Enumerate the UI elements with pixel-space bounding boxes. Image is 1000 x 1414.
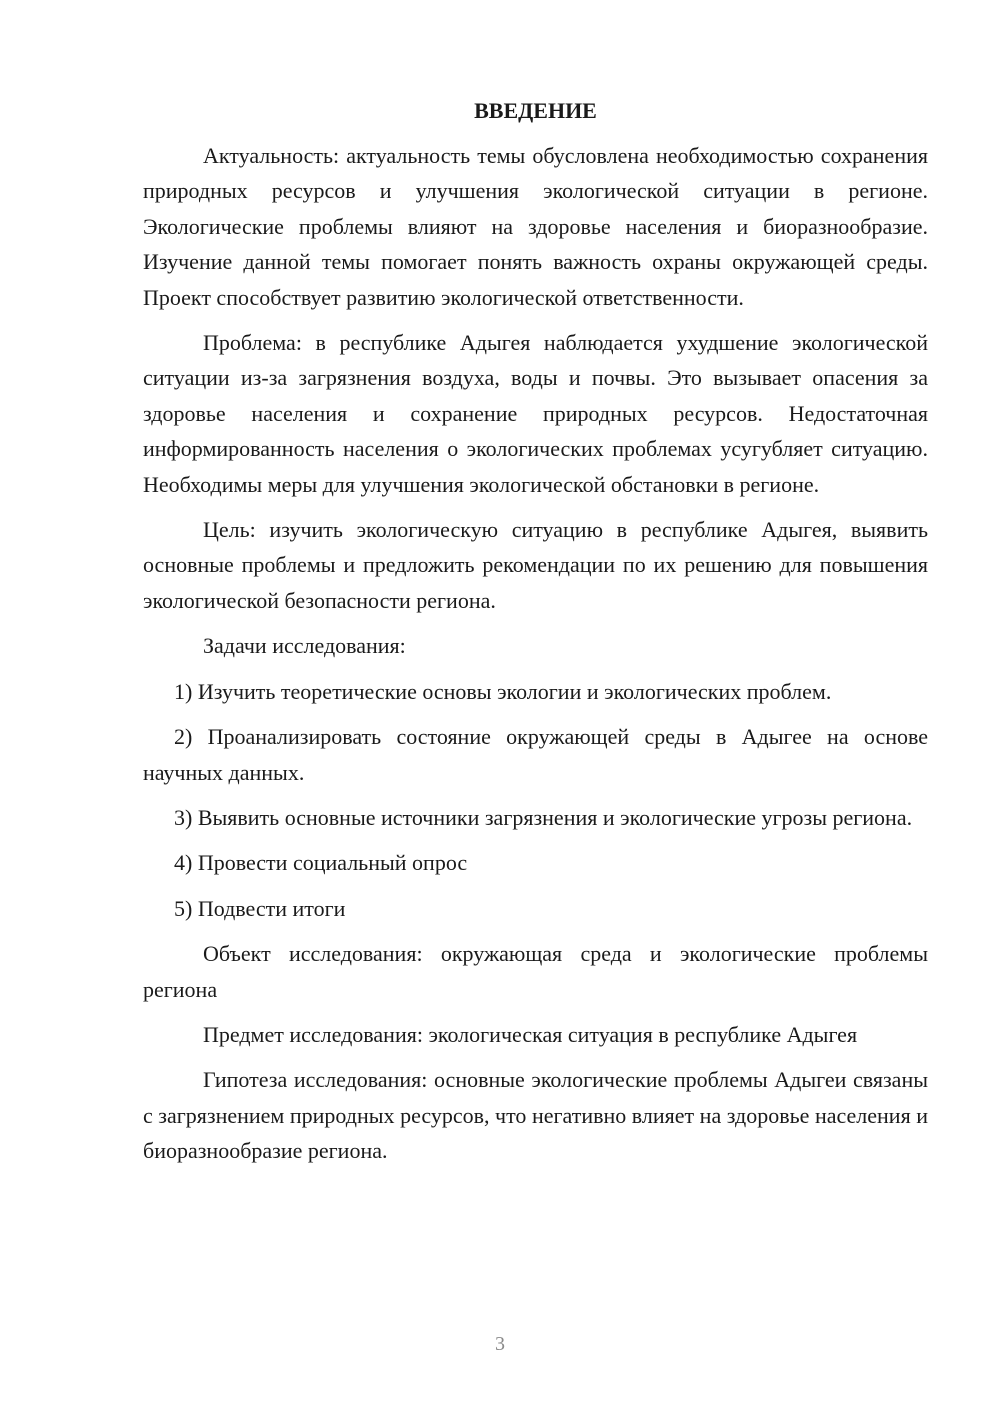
paragraph-object: Объект исследования: окружающая среда и экологические проблемы региона (143, 941, 928, 1002)
paragraph-goal: Цель: изучить экологическую ситуацию в республике Адыгея, выявить основные проблемы и предложить рекомендации по их решению для повышения экологической безопасности региона. (143, 517, 928, 613)
section-title: ВВЕДЕНИЕ (474, 98, 597, 123)
paragraph-problem: Проблема: в республике Адыгея наблюдается ухудшение экологической ситуации из-за загрязнения воздуха, воды и почвы. Это вызывает опасения за здоровье населения и сохранение природных ресурсов. Недостаточная информированность населения о экологических проблемах усугубляет ситуацию. Необходимы меры для улучшения экологической обстановки в регионе. (143, 330, 928, 497)
task-item-3: 3) Выявить основные источники загрязнения и экологические угрозы региона. (174, 804, 913, 830)
paragraph-relevance: Актуальность: актуальность темы обусловлена необходимостью сохранения природных ресурсов и улучшения экологической ситуации в регионе. Экологические проблемы влияют на здоровье населения и биоразнообразие. Изучение данной темы помогает понять важность охраны окружающей среды. Проект способствует развитию экологической ответственности. (143, 143, 928, 310)
task-item-4: 4) Провести социальный опрос (174, 850, 468, 876)
page-number: 3 (495, 1333, 505, 1355)
task-item-5: 5) Подвести итоги (174, 895, 346, 921)
document-page (143, 93, 928, 1169)
tasks-heading: Задачи исследования: (203, 633, 406, 659)
task-item-1: 1) Изучить теоретические основы экологии и экологических проблем. (174, 678, 832, 704)
task-item-2: 2) Проанализировать состояние окружающей среды в Адыгее на основе научных данных. (143, 724, 928, 785)
paragraph-hypothesis: Гипотеза исследования: основные экологические проблемы Адыгеи связаны с загрязнением природных ресурсов, что негативно влияет на здоровье населения и биоразнообразие региона. (143, 1067, 928, 1164)
paragraph-subject: Предмет исследования: экологическая ситуация в республике Адыгея (203, 1021, 858, 1047)
